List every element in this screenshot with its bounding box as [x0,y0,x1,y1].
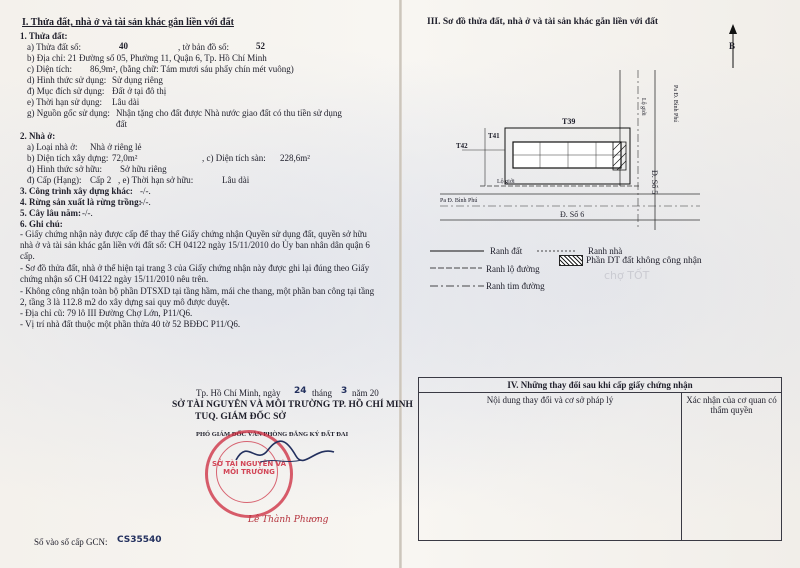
address-line: b) Địa chỉ: 21 Đường số 05, Phường 11, Quận 6, Tp. Hồ Chí Minh [27,53,267,63]
forest-value: -/-. [140,197,151,207]
plot-t41-label: T41 [488,132,500,140]
gcn-register-value: CS35540 [117,535,162,545]
area-value: 86,9m², (bằng chữ: Tám mươi sáu phẩy chín mét vuông) [90,64,294,74]
map-sheet-value: 52 [256,41,265,51]
legend-not-recognized: Phần DT đất không công nhận [586,256,702,266]
issuer-deputy-title: PHÓ GIÁM ĐỐC VĂN PHÒNG ĐĂNG KÝ ĐẤT ĐAI [196,431,349,438]
road-6-label: Đ. Số 6 [560,210,585,219]
legend-roadway-boundary: Ranh lộ đường [486,264,540,274]
plot-t39-label: T39 [562,117,576,126]
authority-confirmation-header: Xác nhận của cơ quan có thẩm quyền [682,393,782,541]
section-4-title: IV. Những thay đổi sau khi cấp giấy chứng nhận [419,378,782,393]
road-pa-label: Pa Đ. Bình Phú [440,198,478,204]
origin-value-1: Nhận tặng cho đất được Nhà nước giao đất có thu tiền sử dụng [116,108,342,118]
house-subtitle: 2. Nhà ở: [20,131,56,141]
road-5-label: Đ. Số 5 [650,170,659,195]
note-3: - Không công nhận toàn bộ phần DTSXD tại tầng hầm, mái che thang, một phần ban công tại tầng 2, tầng 3 là 112.8 m2 do xây dựng sai quy mô được duyệt. [20,286,375,307]
watermark: chợ TỐT [604,269,650,282]
note-5: - Vị trí nhà đất thuộc một phần thửa 40 tờ 52 BĐĐC P11/Q6. [20,319,241,329]
north-arrow-icon [729,24,737,68]
house-type-value: Nhà ở riêng lẻ [90,142,142,152]
area-label: c) Diện tích: [27,64,72,74]
use-purpose-label: đ) Mục đích sử dụng: [27,86,105,96]
grade-value: Cấp 2 [90,175,112,185]
signer-name: Lê Thành Phương [248,515,329,525]
note-1: - Giấy chứng nhận này được cấp để thay thế Giấy chứng nhận Quyền sử dụng đất, quyền sở hữu nhà ở và tài sản khác gắn liền với đất số: CH 04122 ngày 15/11/2010 do Ủy ban nhân dân quận 6 cấp. [20,229,370,261]
issue-month: 3 [341,386,348,396]
floor-area-value: 228,6m² [280,153,310,163]
row-label-2: Lộ giới [640,98,646,116]
perennial-value: -/-. [82,208,93,218]
seal-text: SỞ TÀI NGUYÊN VÀ MÔI TRƯỜNG [211,460,287,476]
ownership-label: d) Hình thức sở hữu: [27,164,103,174]
land-subtitle: 1. Thửa đất: [20,31,68,41]
row-label-1: Lộ giới [497,179,515,185]
north-label: B [729,41,736,51]
section-3-title: III. Sơ đồ thửa đất, nhà ở và tài sản khác gắn liền với đất [427,17,659,27]
change-content-header: Nội dung thay đổi và cơ sở pháp lý [419,393,682,541]
origin-value-2: đất [116,119,127,129]
issue-month-label: tháng [312,388,332,398]
forest-label: 4. Rừng sản xuất là rừng trồng: [20,197,142,207]
build-area-label: b) Diện tích xây dựng: [27,153,109,163]
plot-number-value: 40 [119,41,128,51]
use-purpose-value: Đất ở tại đô thị [112,86,167,96]
note-4: - Địa chỉ cũ: 79 lô III Đường Chợ Lớn, P11/Q6. [20,308,193,318]
notes-title: 6. Ghi chú: [20,219,63,229]
hatched-legend-icon [559,255,583,266]
plot-t42-label: T42 [456,142,468,150]
issue-place-date: Tp. Hồ Chí Minh, ngày [196,388,281,398]
use-form-label: d) Hình thức sử dụng: [27,75,107,85]
ownership-term-value: Lâu dài [222,175,250,185]
other-works-label: 3. Công trình xây dựng khác: [20,186,133,196]
road-pa-label-2: Pa Đ. Bình Phú [672,85,678,123]
gcn-register-label: Số vào sổ cấp GCN: [34,537,108,547]
origin-label: g) Nguồn gốc sử dụng: [27,108,110,118]
ownership-value: Sở hữu riêng [120,164,167,174]
build-area-value: 72,0m² [112,153,138,163]
map-sheet-label: , tờ bản đồ số: [178,42,230,52]
use-term-value: Lâu dài [112,97,140,107]
legend-house-boundary: Ranh nhà [588,246,623,256]
floor-area-label: , c) Diện tích sàn: [202,153,266,163]
issue-year-label: năm 20 [352,388,379,398]
use-term-label: e) Thời hạn sử dụng: [27,97,102,107]
other-works-value: -/-. [140,186,151,196]
legend-land-boundary: Ranh đất [490,246,523,256]
grade-label: đ) Cấp (Hạng): [27,175,82,185]
perennial-label: 5. Cây lâu năm: [20,208,82,218]
changes-table [418,377,782,541]
use-form-value: Sử dụng riêng [112,75,163,85]
legend-road-centerline: Ranh tim đường [486,281,545,291]
issue-day: 24 [294,386,307,396]
issuer-department: SỞ TÀI NGUYÊN VÀ MÔI TRƯỜNG TP. HỒ CHÍ MINH [172,400,413,410]
note-2: - Sơ đồ thửa đất, nhà ở thể hiện tại trang 3 của Giấy chứng nhận này được ghi lại đúng theo Giấy chứng nhận số CH 04122 ngày 15/11/2010 nêu trên. [20,263,370,284]
house-type-label: a) Loại nhà ở: [27,142,78,152]
issuer-authorization: TUQ. GIÁM ĐỐC SỞ [195,412,286,422]
plot-number-label: a) Thửa đất số: [27,42,81,52]
section-1-title: I. Thửa đất, nhà ở và tài sản khác gắn liền với đất [22,17,234,28]
ownership-term-label: , e) Thời hạn sở hữu: [118,175,194,185]
